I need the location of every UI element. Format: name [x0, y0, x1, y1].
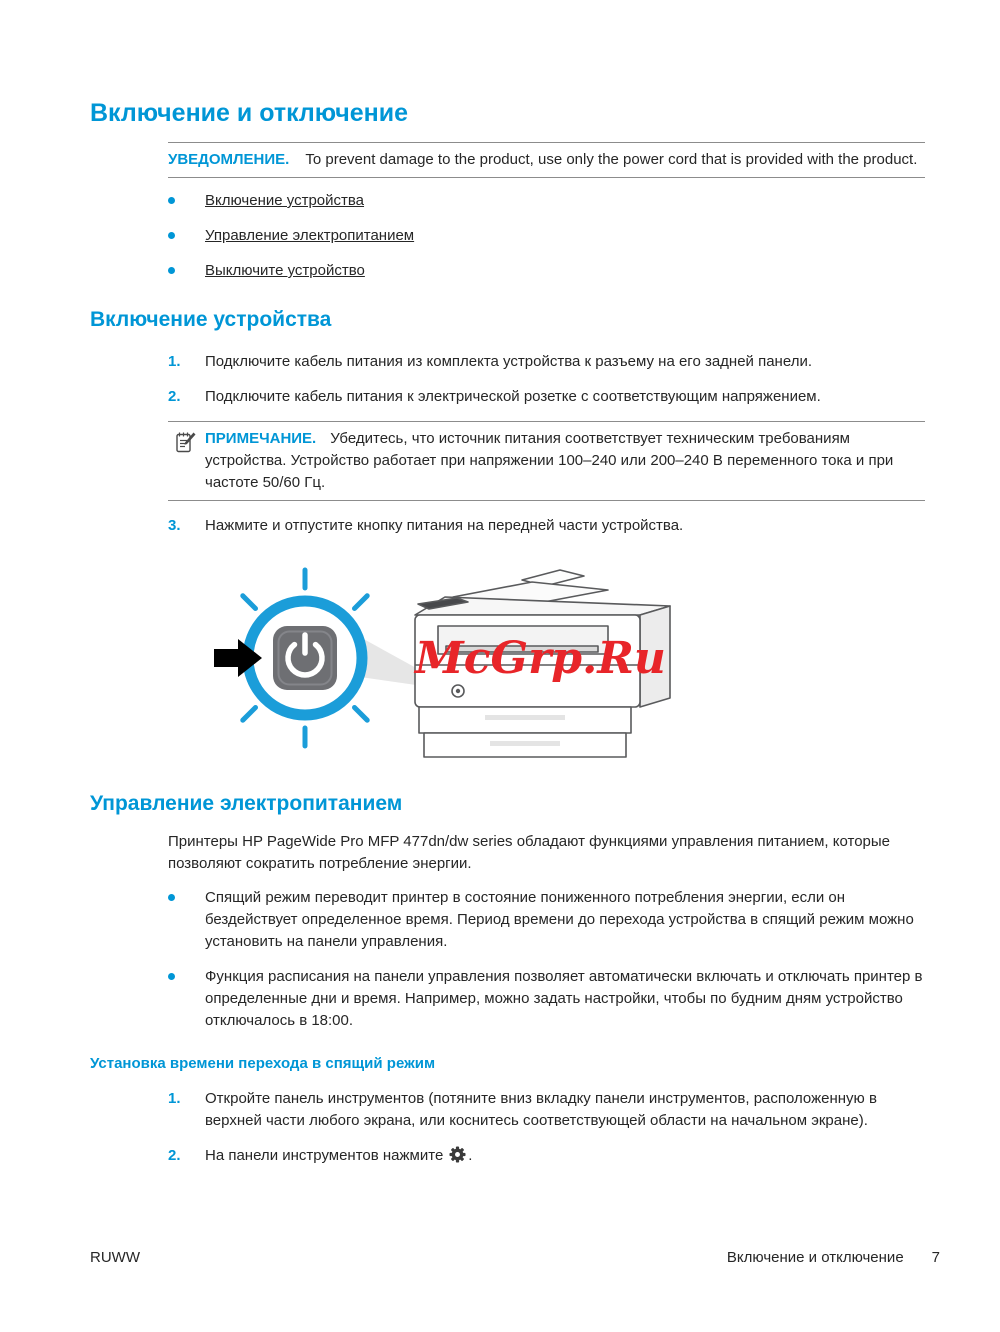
page-footer — [90, 1248, 940, 1268]
bullet-text: Спящий режим переводит принтер в состояние пониженного потребления энергии, если он бездействует определенное время. Период времени до перехода устройства в спящий режим можно установить на панели управления. — [205, 889, 914, 950]
step-number: 1. — [168, 1090, 181, 1107]
bullet-icon — [168, 894, 175, 901]
toc-link-power-management[interactable]: Управление электропитанием — [205, 227, 415, 244]
bullet-text: Функция расписания на панели управления позволяет автоматически включать и отключать принтер в определенные дни и время. Например, можно задать настройки, чтобы по будним дням устройство отключалось в 18:00. — [205, 968, 923, 1029]
step-number: 3. — [168, 517, 181, 534]
power-on-steps-cont — [168, 515, 1000, 537]
power-button-figure — [210, 553, 680, 763]
page-title: Включение и отключение — [90, 99, 408, 127]
step-text — [205, 1145, 925, 1170]
note-text: Убедитесь, что источник питания соответствует техническим требованиям устройства. Устройство работает при напряжении 100–240 или 200–240 В переменного тока и при частоте 50/60 Гц. — [205, 430, 894, 491]
notice-label: УВЕДОМЛЕНИЕ. — [168, 151, 290, 168]
toc-item — [168, 190, 1000, 211]
step-number: 2. — [168, 1147, 181, 1164]
step-text: Нажмите и отпустите кнопку питания на передней части устройства. — [205, 517, 684, 534]
toc-list — [168, 190, 1000, 281]
step-number: 1. — [168, 353, 181, 370]
step-2 — [168, 386, 1000, 408]
toc-link-power-off[interactable]: Выключите устройство — [205, 262, 365, 279]
power-management-bullets — [168, 887, 1000, 1032]
bullet-icon — [168, 973, 175, 980]
step-text-before: На панели инструментов нажмите — [205, 1147, 444, 1164]
footer-page-number: 7 — [931, 1249, 940, 1266]
step-1 — [168, 1088, 1000, 1132]
note-label: ПРИМЕЧАНИЕ. — [205, 430, 317, 447]
step-text: Откройте панель инструментов (потяните вниз вкладку панели инструментов, расположенную в верхней части любого экрана, или коснитесь соответствующей области на начальном экране). — [205, 1090, 877, 1129]
step-text: Подключите кабель питания к электрической розетке с соответствующим напряжением. — [205, 388, 821, 405]
step-2 — [168, 1145, 1000, 1170]
sleep-timer-steps — [168, 1088, 1000, 1170]
printer-illustration — [210, 553, 680, 763]
bullet-item — [168, 887, 1000, 953]
bullet-item — [168, 966, 1000, 1032]
watermark-text: McGrp.Ru — [415, 633, 666, 684]
toc-item — [168, 225, 1000, 246]
toc-item — [168, 260, 1000, 281]
subsection-heading-sleep-timer: Установка времени перехода в спящий режим — [90, 1055, 436, 1072]
step-1 — [168, 351, 1000, 373]
power-management-intro: Принтеры HP PageWide Pro MFP 477dn/dw series обладают функциями управления питанием, которые позволяют сократить потребление энергии. — [168, 833, 891, 872]
note-icon — [174, 430, 196, 461]
power-on-steps — [168, 351, 1000, 408]
bullet-icon — [168, 267, 175, 274]
section-heading-power-on: Включение устройства — [90, 308, 332, 331]
bullet-icon — [168, 232, 175, 239]
footer-chapter-title: Включение и отключение — [726, 1249, 904, 1266]
footer-ruww: RUWW — [90, 1249, 140, 1266]
notice-box — [168, 142, 925, 178]
step-number: 2. — [168, 388, 181, 405]
section-heading-power-management: Управление электропитанием — [90, 792, 403, 815]
step-text-after: . — [468, 1147, 473, 1164]
note-box — [168, 421, 925, 501]
bullet-icon — [168, 197, 175, 204]
step-3 — [168, 515, 1000, 537]
toc-link-power-on[interactable]: Включение устройства — [205, 192, 365, 209]
step-text: Подключите кабель питания из комплекта устройства к разъему на его задней панели. — [205, 353, 812, 370]
notice-text: To prevent damage to the product, use only the power cord that is provided with the product. — [305, 151, 918, 168]
gear-icon — [449, 1146, 466, 1170]
